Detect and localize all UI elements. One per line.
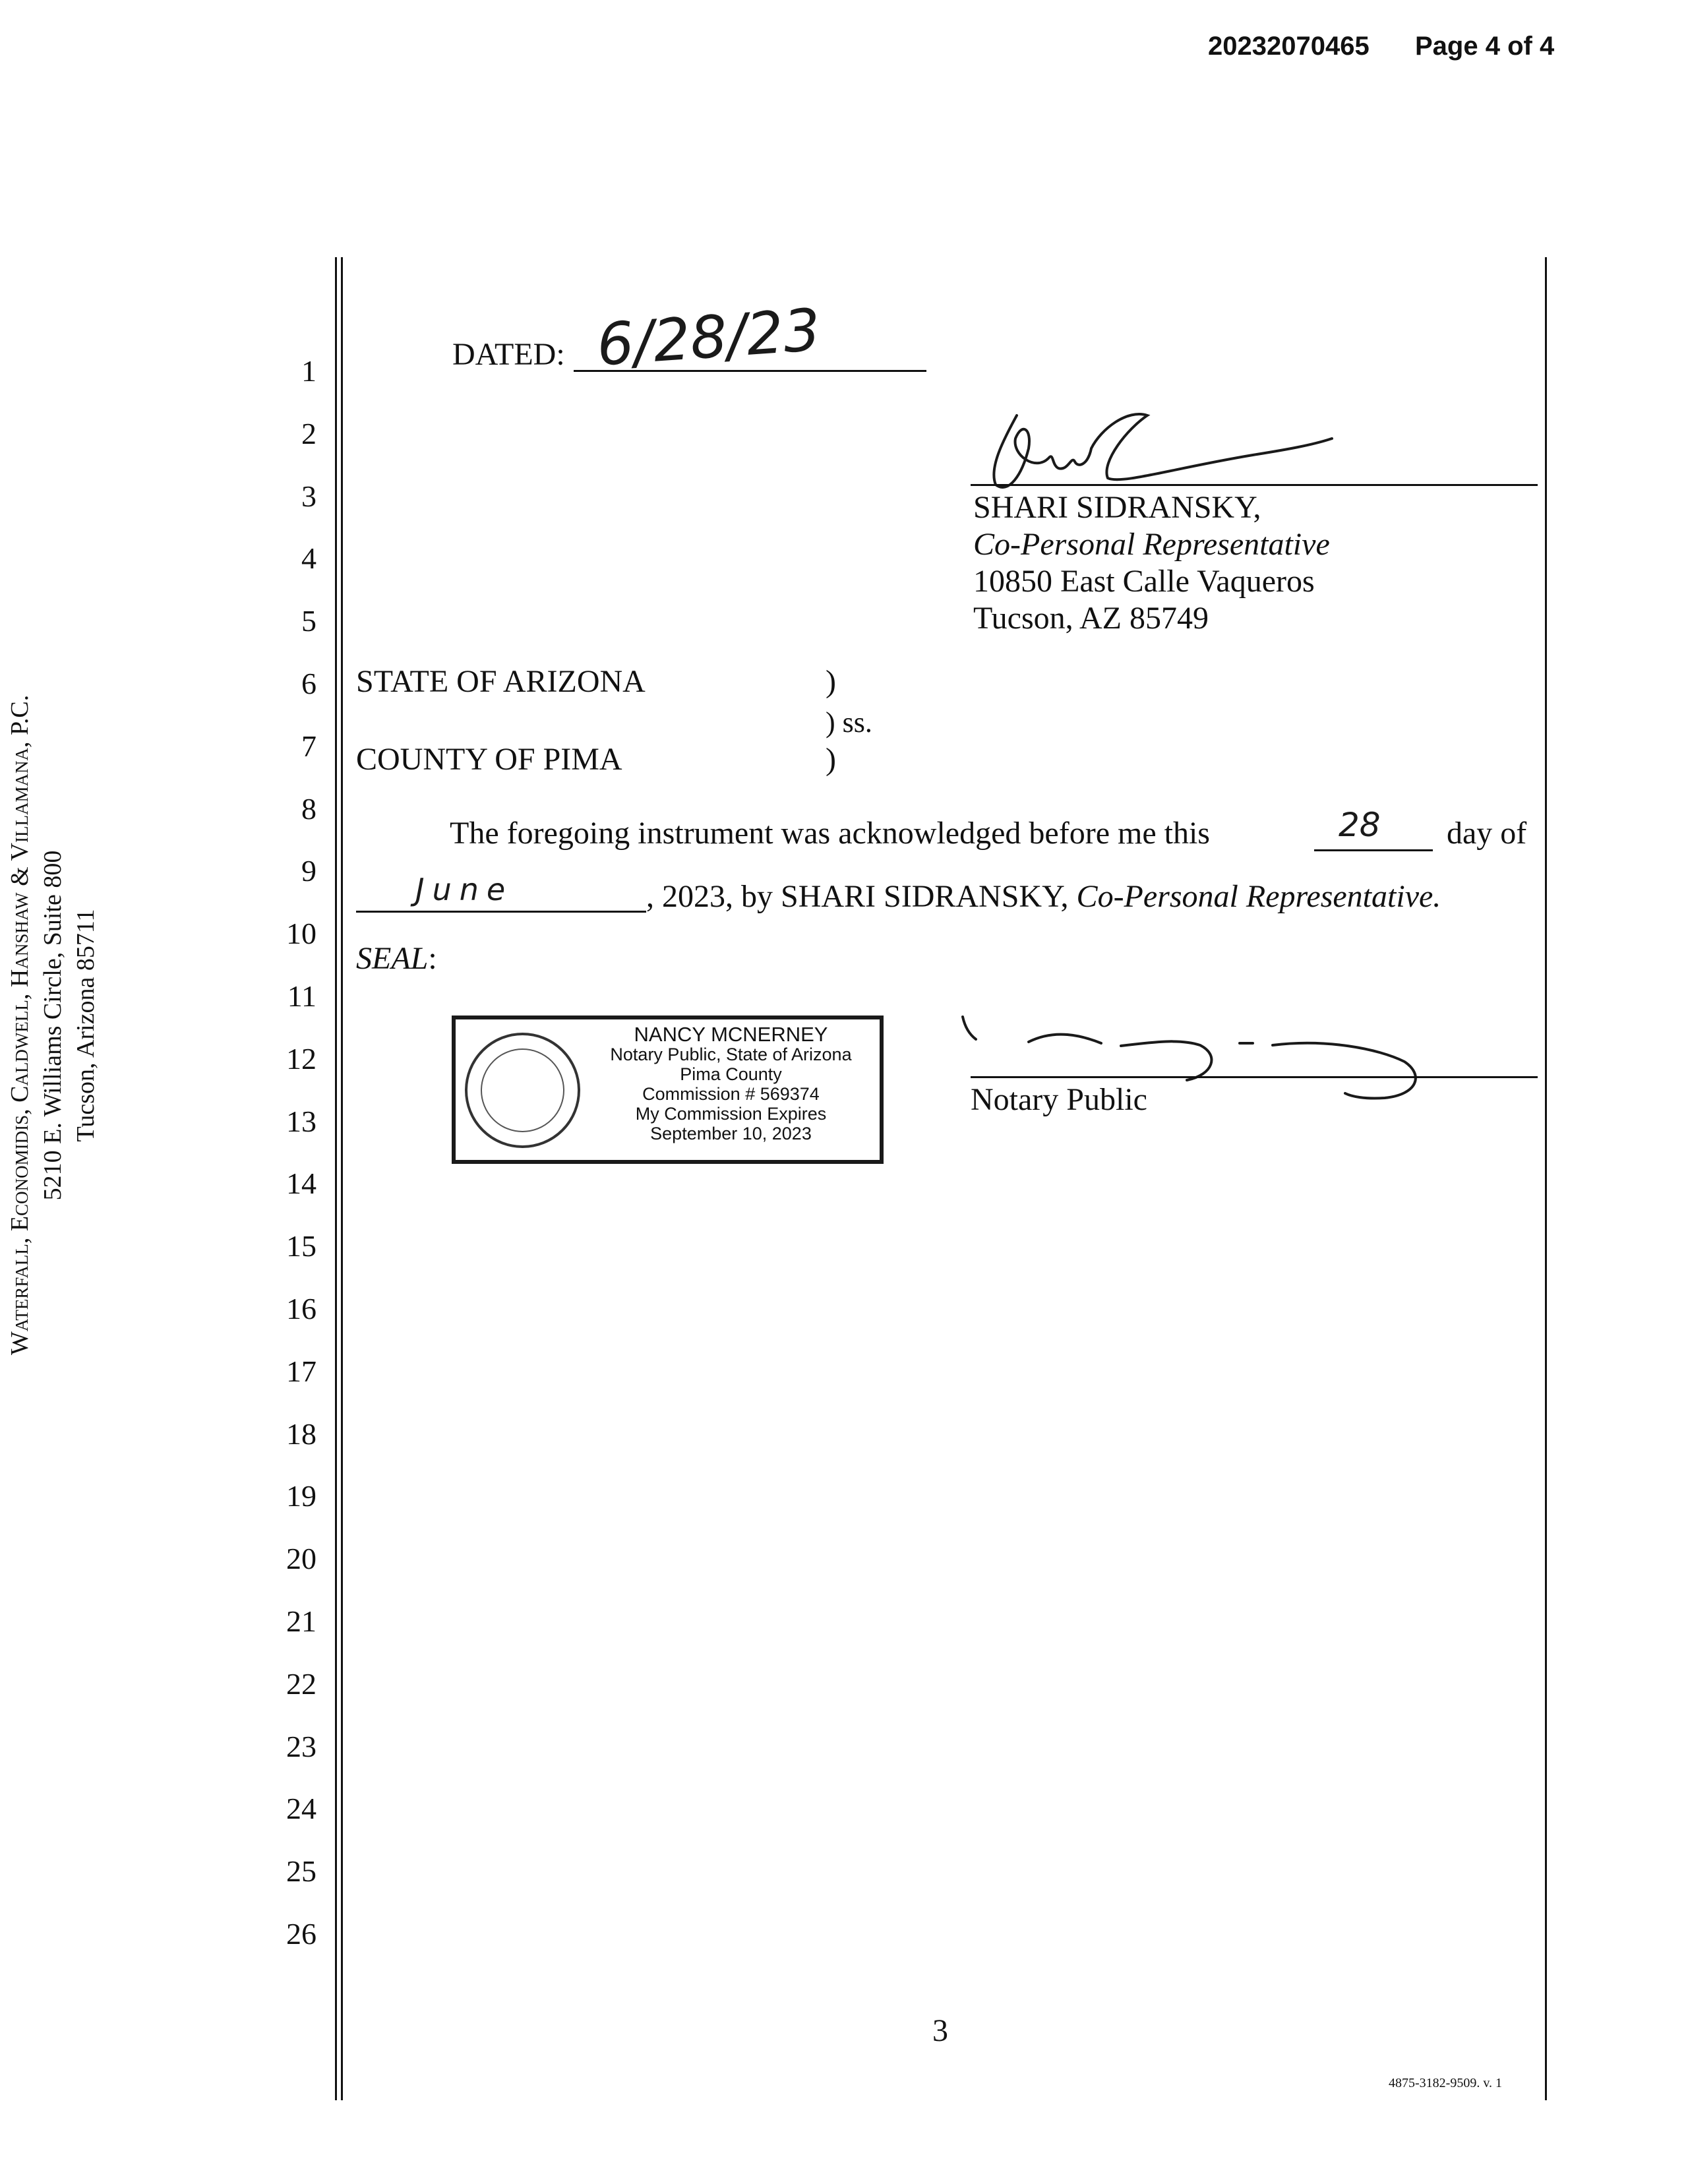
firm-address-line2: Tucson, Arizona 85711 bbox=[72, 909, 100, 1142]
seal-colon: : bbox=[428, 941, 437, 976]
acknowledgment-line2-title: Co-Personal Representative. bbox=[1076, 879, 1441, 914]
line-number: 20 bbox=[286, 1542, 316, 1576]
notary-stamp-line: Notary Public, State of Arizona bbox=[610, 1045, 852, 1064]
acknowledgment-line1: The foregoing instrument was acknowledged before me this bbox=[450, 816, 1210, 851]
line-number: 24 bbox=[286, 1792, 316, 1826]
signatory-signature-line bbox=[971, 484, 1538, 486]
acknowledgment-handwritten-day: 28 bbox=[1339, 806, 1381, 844]
dated-handwritten-date: 6/28/23 bbox=[594, 295, 823, 379]
acknowledgment-line2: , 2023, by SHARI SIDRANSKY, bbox=[646, 879, 1077, 914]
line-number: 10 bbox=[286, 917, 316, 951]
page-label: Page 4 of 4 bbox=[1415, 32, 1555, 61]
right-margin-rule bbox=[1545, 257, 1547, 2100]
firm-name: Waterfall, Economidis, Caldwell, Hanshaw & Villamana, P.C. bbox=[6, 694, 34, 1355]
line-number: 12 bbox=[286, 1041, 316, 1076]
signatory-address-line2: Tucson, AZ 85749 bbox=[973, 601, 1209, 636]
line-number: 26 bbox=[286, 1917, 316, 1951]
line-number: 8 bbox=[301, 791, 316, 826]
acknowledgment-month-underline bbox=[356, 911, 646, 913]
line-number: 1 bbox=[301, 354, 316, 388]
notary-stamp-line: Commission # 569374 bbox=[642, 1084, 820, 1104]
line-number: 19 bbox=[286, 1479, 316, 1513]
dated-label: DATED: bbox=[452, 337, 565, 372]
line-number: 11 bbox=[287, 979, 316, 1013]
arizona-seal-icon bbox=[465, 1033, 580, 1148]
line-number: 18 bbox=[286, 1416, 316, 1451]
left-margin-rule-outer bbox=[335, 257, 337, 2100]
signatory-name: SHARI SIDRANSKY, bbox=[973, 490, 1261, 525]
line-number: 9 bbox=[301, 854, 316, 888]
line-number: 22 bbox=[286, 1666, 316, 1701]
notary-stamp-line: My Commission Expires bbox=[635, 1104, 827, 1124]
notary-stamp bbox=[452, 1016, 884, 1164]
line-number: 6 bbox=[301, 667, 316, 700]
left-margin-rule-inner bbox=[341, 257, 343, 2100]
venue-paren-1: ) bbox=[826, 664, 836, 699]
notary-signature-line bbox=[971, 1076, 1538, 1078]
acknowledgment-handwritten-month: June bbox=[415, 872, 514, 907]
line-number: 15 bbox=[286, 1229, 316, 1263]
acknowledgment-day-of: day of bbox=[1447, 816, 1527, 851]
notary-stamp-line: Pima County bbox=[680, 1064, 782, 1084]
line-number: 14 bbox=[286, 1167, 316, 1201]
document-number: 20232070465 bbox=[1208, 32, 1370, 61]
firm-sidebar bbox=[3, 696, 102, 1355]
signatory-address-line1: 10850 East Calle Vaqueros bbox=[973, 564, 1315, 599]
signatory-title: Co-Personal Representative bbox=[973, 527, 1330, 562]
line-number: 17 bbox=[286, 1354, 316, 1388]
line-number: 4 bbox=[301, 541, 316, 576]
line-number: 25 bbox=[286, 1854, 316, 1889]
venue-county: COUNTY OF PIMA bbox=[356, 742, 622, 777]
line-number: 5 bbox=[301, 604, 316, 638]
line-number: 13 bbox=[286, 1104, 316, 1138]
line-number: 3 bbox=[301, 479, 316, 513]
notary-stamp-line: September 10, 2023 bbox=[650, 1124, 812, 1143]
signatory-signature bbox=[976, 402, 1345, 501]
document-id: 4875-3182-9509. v. 1 bbox=[1389, 2076, 1503, 2090]
notary-stamp-text bbox=[584, 1025, 878, 1143]
line-number: 21 bbox=[286, 1604, 316, 1638]
line-number: 23 bbox=[286, 1729, 316, 1763]
venue-state: STATE OF ARIZONA bbox=[356, 664, 646, 699]
venue-paren-3: ) bbox=[826, 742, 836, 777]
seal-label: SEAL bbox=[356, 941, 429, 976]
line-number: 2 bbox=[301, 416, 316, 450]
line-number: 7 bbox=[301, 729, 316, 763]
notary-public-label: Notary Public bbox=[971, 1082, 1147, 1117]
notary-stamp-line: NANCY MCNERNEY bbox=[634, 1023, 828, 1046]
acknowledgment-day-underline bbox=[1314, 849, 1433, 851]
line-number: 16 bbox=[286, 1292, 316, 1325]
venue-ss: ) ss. bbox=[826, 706, 872, 739]
page-number: 3 bbox=[932, 2013, 948, 2048]
firm-address-line1: 5210 E. Williams Circle, Suite 800 bbox=[39, 850, 67, 1201]
